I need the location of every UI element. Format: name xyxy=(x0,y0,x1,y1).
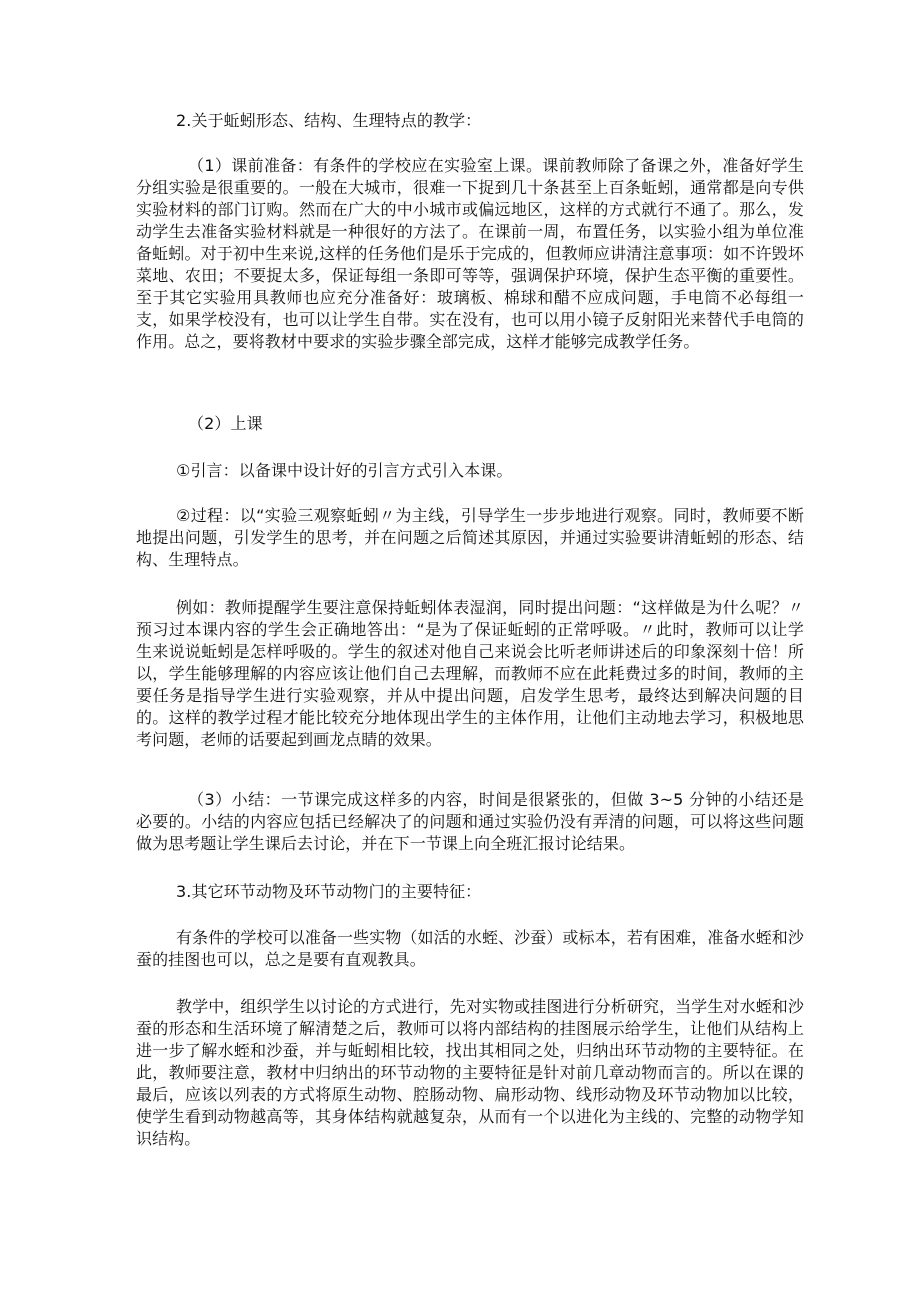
section-3-heading: 3.其它环节动物及环节动物门的主要特征： xyxy=(176,882,482,901)
teaching-paragraph: 教学中，组织学生以讨论的方式进行，先对实物或挂图进行分析研究，当学生对水蛭和沙蚕的形态和生活环境了解清楚之后，教师可以将内部结构的挂图展示给学生，让他们从结构上进一步了解水蛭和沙蚕，并与蚯蚓相比较，找出其相同之处，归纳出环节动物的主要特征。在此，教师要注意，教材中归纳出的环节动物的主要特征是针对前几章动物而言的。所以在课的最后，应该以列表的方式将原生动物、腔肠动物、扁形动物、线形动物及环节动物加以比较，使学生看到动物越高等，其身体结构就越复杂，从而有一个以进化为主线的、完整的动物学知识结构。 xyxy=(136,997,804,1148)
lesson-prep-paragraph: （1）课前准备：有条件的学校应在实验室上课。课前教师除了备课之外，准备好学生分组实验是很重要的。一般在大城市，很难一下捉到几十条甚至上百条蚯蚓，通常都是向专供实验材料的部门订购。然而在广大的中小城市或偏远地区，这样的方式就行不通了。那么，发动学生去准备实验材料就是一种很好的方法了。在课前一周，布置任务，以实验小组为单位准备蚯蚓。对于初中生来说,这样的任务他们是乐于完成的，但教师应讲清注意事项：如不许毁坏菜地、农田；不要捉太多，保证每组一条即可等等，强调保护环境，保护生态平衡的重要性。至于其它实验用具教师也应充分准备好：玻璃板、棉球和醋不应成问题，手电筒不必每组一支，如果学校没有，也可以让学生自带。实在没有，也可以用小镜子反射阳光来替代手电筒的作用。总之，要将教材中要求的实验步骤全部完成，这样才能够完成教学任务。 xyxy=(136,156,804,351)
class-heading: （2）上课 xyxy=(188,414,263,433)
materials-paragraph: 有条件的学校可以准备一些实物（如活的水蛭、沙蚕）或标本，若有困难，准备水蛭和沙蚕的挂图也可以，总之是要有直观教具。 xyxy=(136,928,804,969)
section-2-heading: 2.关于蚯蚓形态、结构、生理特点的教学： xyxy=(176,111,482,130)
intro-paragraph: ①引言：以备课中设计好的引言方式引入本课。 xyxy=(176,461,513,480)
process-paragraph: ②过程：以“实验三观察蚯蚓〃为主线，引导学生一步步地进行观察。同时，教师要不断地提出问题，引发学生的思考，并在问题之后简述其原因，并通过实验要讲清蚯蚓的形态、结构、生理特点。 xyxy=(136,506,804,569)
example-paragraph: 例如：教师提醒学生要注意保持蚯蚓体表湿润，同时提出问题：“这样做是为什么呢？〃预习过本课内容的学生会正确地答出：“是为了保证蚯蚓的正常呼吸。〃此时，教师可以让学生来说说蚯蚓是怎样呼吸的。学生的叙述对他自己来说会比听老师讲述后的印象深刻十倍！所以，学生能够理解的内容应该让他们自己去理解，而教师不应在此耗费过多的时间，教师的主要任务是指导学生进行实验观察，并从中提出问题，启发学生思考，最终达到解决问题的目的。这样的教学过程才能比较充分地体现出学生的主体作用，让他们主动地去学习，积极地思考问题，老师的话要起到画龙点睛的效果。 xyxy=(136,598,804,749)
summary-paragraph: （3）小结：一节课完成这样多的内容，时间是很紧张的，但做 3~5 分钟的小结还是必要的。小结的内容应包括已经解决了的问题和通过实验仍没有弄清的问题，可以将这些问题做为思考题让学生课后去讨论，并在下一节课上向全班汇报讨论结果。 xyxy=(136,790,804,853)
